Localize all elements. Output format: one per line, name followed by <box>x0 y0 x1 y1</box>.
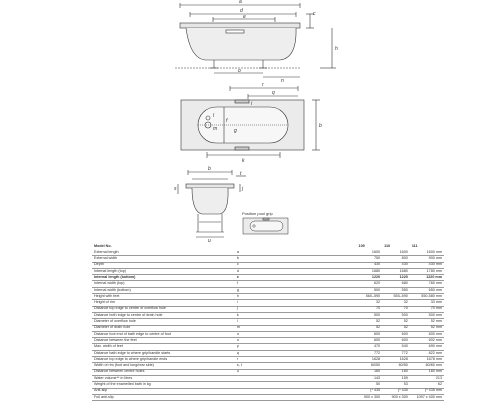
row-value-110: 680 <box>401 281 408 286</box>
side-elevation-view <box>175 3 336 77</box>
row-value-110: 772 <box>401 350 408 355</box>
row-label: Height of rim <box>94 300 115 305</box>
row-value-110: 52 <box>403 319 408 324</box>
row-symbol: l <box>236 319 238 324</box>
row-value-111: 52 mm <box>430 325 442 330</box>
row-symbol: n <box>236 331 239 336</box>
row-value-111: 1600 mm <box>426 249 442 254</box>
row-value-111: 760 mm <box>428 281 442 286</box>
row-value-111: 900 mm <box>428 256 442 261</box>
row-value-110: 70 <box>403 306 408 311</box>
row-value-109: 52 <box>376 325 381 330</box>
row-symbol: d <box>236 268 239 273</box>
position-pool-grip-label: Position pool grip <box>242 211 273 216</box>
dim-o: o <box>238 68 241 74</box>
row-label: Distance bath edge to where grip/handle starts <box>94 350 171 355</box>
row-value-109: 143 <box>373 375 381 380</box>
row-symbol: c <box>236 262 239 267</box>
row-value-109: 1680 <box>371 268 381 273</box>
row-label: Max. width of feet <box>94 344 123 349</box>
dim-c: c <box>313 11 316 17</box>
header-model-label: Model No. <box>94 244 112 249</box>
row-value-109: 900 x 300 <box>363 394 381 399</box>
row-value-110: 160 <box>401 369 408 374</box>
dim-h: h <box>335 46 338 52</box>
row-label: Distance both edge to centre of drain hole <box>94 312 163 317</box>
row-symbol: m <box>236 325 240 330</box>
row-value-109: 50 <box>376 382 381 387</box>
row-value-111: 430 mm <box>428 262 442 267</box>
row-value-110: 800 <box>401 256 408 261</box>
row-value-110: 1600 <box>399 249 408 254</box>
row-value-111: 650 mm <box>428 287 442 292</box>
row-value-110: 430 <box>401 262 408 267</box>
row-value-110: 900 x 300 <box>391 394 408 399</box>
row-value-110: 540 <box>401 344 408 349</box>
row-label: Distance between the feet <box>94 337 137 342</box>
row-value-109: 1600 <box>371 249 381 254</box>
row-value-110: 1220 <box>399 274 408 279</box>
row-value-109: 772 <box>373 350 381 355</box>
row-symbol: u <box>236 369 239 374</box>
header-col-111: 111 <box>411 244 418 249</box>
row-value-110: 600 <box>401 337 408 342</box>
dim-j: j <box>242 186 244 192</box>
row-symbol: i <box>236 300 238 305</box>
dim-r: r <box>262 82 264 88</box>
row-value-111: 690 mm <box>428 344 442 349</box>
dim-t: t <box>240 171 242 177</box>
row-value-109: 60/50 <box>370 363 381 368</box>
row-value-109: 52 <box>376 319 381 324</box>
row-value-110: 1628 <box>399 356 408 361</box>
row-symbol: k <box>236 312 239 317</box>
header-col-110: 110 <box>384 244 391 249</box>
row-value-111: 602 mm <box>428 337 442 342</box>
row-value-111: 213 <box>435 375 442 380</box>
row-value-111: 52 mm <box>430 319 442 324</box>
row-value-109: 750 <box>373 256 381 261</box>
row-value-111: 62 <box>437 382 442 387</box>
dim-a: a <box>239 0 242 5</box>
row-label: Internal length (bottom) <box>94 274 136 279</box>
row-value-111: 1220 mm <box>426 274 442 279</box>
dim-s: s <box>174 186 177 192</box>
row-value-110: 600 <box>401 331 408 336</box>
row-value-109: 1628 <box>371 356 381 361</box>
row-symbol: q <box>236 350 239 355</box>
row-value-109: 32 <box>376 300 381 305</box>
row-label: Width of rim (foot and long/rear side) <box>94 363 154 368</box>
row-value-109: 160 <box>373 369 381 374</box>
row-value-110: (* 435 <box>397 388 408 393</box>
row-label: Anti-slip <box>94 388 108 393</box>
dim-u: u <box>208 238 211 244</box>
row-label: Internal width (bottom) <box>94 287 131 292</box>
dim-f: f <box>226 118 228 124</box>
row-symbol: p <box>236 344 239 349</box>
row-value-109: 500 <box>373 287 381 292</box>
dim-g: g <box>234 128 237 134</box>
row-label: Internal length (top) <box>94 268 126 273</box>
row-value-111: 1678 mm <box>426 356 442 361</box>
row-value-109: 500 <box>373 312 381 317</box>
dim-l: l <box>213 113 215 119</box>
row-value-109: (* 435 <box>370 388 381 393</box>
row-value-109: 470 <box>373 344 381 349</box>
row-label: External width <box>94 256 118 261</box>
row-value-111: 600 mm <box>428 331 442 336</box>
row-symbol: h <box>236 293 239 298</box>
row-symbol: s, t <box>236 363 242 368</box>
row-value-110: 52 <box>403 325 408 330</box>
row-label: Distance top edge to where grip/handle ends <box>94 356 168 361</box>
dim-k: k <box>242 158 245 164</box>
row-label: Diameter of overflow hole <box>94 319 136 324</box>
row-symbol: a <box>236 249 239 254</box>
row-label: Distance foot end of bath edge to centre of foot <box>94 331 171 336</box>
row-value-111: 822 mm <box>428 350 442 355</box>
row-symbol: f <box>236 281 238 286</box>
cross-section-view <box>178 170 246 237</box>
specification-table <box>92 244 444 401</box>
row-symbol: b <box>236 256 239 261</box>
row-value-109: 620 <box>373 281 381 286</box>
dim-e: e <box>243 14 246 20</box>
row-label: Full anti-slip <box>94 394 114 399</box>
row-value-109: 70 <box>376 306 381 311</box>
row-value-109: 600 <box>373 337 381 342</box>
dim-m: m <box>213 126 218 132</box>
row-value-111: 550-580 mm <box>421 293 442 298</box>
row-value-111: 1780 mm <box>426 268 442 273</box>
row-value-111: 160 mm <box>428 369 442 374</box>
plan-view <box>181 86 320 158</box>
row-value-109: 560–590 <box>365 293 381 298</box>
row-label: Weight of the enamelled bath in kg <box>94 382 151 387</box>
row-value-110: 1680 <box>399 268 408 273</box>
row-label: Distance between centre holes <box>94 369 145 374</box>
dim-i: i <box>251 101 253 107</box>
row-label: Height with feet <box>94 293 120 298</box>
row-value-110: 32 <box>403 300 408 305</box>
row-value-109: 1220 <box>371 274 381 279</box>
row-label: Diameter of drain hole <box>94 325 131 330</box>
row-value-110: 53 <box>403 382 408 387</box>
row-value-111: 500 mm <box>428 312 442 317</box>
row-label: Depth <box>94 262 104 267</box>
dim-q: q <box>272 90 275 96</box>
row-value-110: 500 <box>401 312 408 317</box>
row-value-111: 70 mm <box>430 306 442 311</box>
row-value-110: 159 <box>401 375 408 380</box>
row-value-110: 555–590 <box>393 293 408 298</box>
row-symbol: j <box>236 306 238 311</box>
specification-rows <box>92 250 444 401</box>
row-symbol: g <box>236 287 239 292</box>
row-value-111: 60/60 mm <box>425 363 442 368</box>
row-symbol: e <box>236 274 239 279</box>
row-symbol: o <box>236 337 239 342</box>
dim-b2: b <box>208 166 211 172</box>
row-value-109: 430 <box>373 262 381 267</box>
position-pool-grip-view <box>243 218 288 234</box>
dim-n: n <box>281 78 284 84</box>
row-value-109: 600 <box>373 331 381 336</box>
row-value-111: 1097 x 400 mm <box>416 394 442 399</box>
row-value-111: (* 435 mm <box>424 388 442 393</box>
row-value-110: 60/50 <box>398 363 408 368</box>
dim-d: d <box>240 8 243 14</box>
row-value-110: 550 <box>401 287 408 292</box>
dim-b: b <box>319 123 322 129</box>
row-label: Water volume** in litres <box>94 375 133 380</box>
row-value-111: 33 mm <box>430 300 442 305</box>
header-col-109: 109 <box>358 244 365 249</box>
row-label: External length <box>94 249 119 254</box>
row-label: Internal width (top) <box>94 281 125 286</box>
row-label: Distance top edge to centre of overflow hole <box>94 306 166 311</box>
row-symbol: r <box>236 356 239 361</box>
